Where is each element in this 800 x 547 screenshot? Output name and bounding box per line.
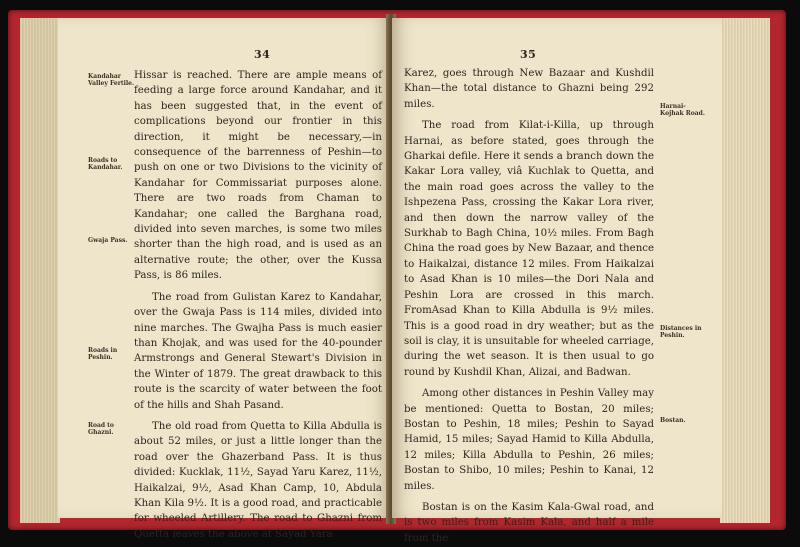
- margin-note: Harnai-Kojhak Road.: [660, 103, 705, 117]
- page-edges-left: [20, 18, 60, 523]
- margin-note: Distances in Peshin.: [660, 325, 702, 339]
- page-edges-right: [720, 18, 770, 523]
- margin-note: Road to Ghazni.: [88, 422, 114, 436]
- paragraph: Karez, goes through New Bazaar and Kushdil Khan—the total distance to Ghazni being 292 miles.: [404, 68, 654, 110]
- paragraph: The old road from Quetta to Killa Abdulla is about 52 miles, or just a little longer than the road over the Ghazerband Pass. It is thus divided: Kucklak, 11½, Sayad Yaru Karez, 11½, Haikalzai, 9½, Asad Khan Camp, 10, Abdula Khan Kila 9½. It is a good road, and practicable for wheeled Artillery. The road to Ghazni from Quetta leaves the above at Sayad Yara: [134, 420, 382, 540]
- body-text: [404, 66, 654, 546]
- page-number: 34: [254, 48, 271, 61]
- paragraph: Hissar is reached. There are ample means of feeding a large force around Kandahar, and it has been suggested that, in the event of complications beyond our frontier in this direction, it might be necessary,—in consequence of the barrenness of Peshin—to push on one or two Divisions to the vicinity of Kandahar for Commissariat purposes alone. There are two roads from Chaman to Kandahar; one called the Barghana road, divided into seven marches, is some two miles shorter than the high road, and is used as an alternative route; the other, over the Kussa Pass, is 86 miles.: [134, 70, 382, 282]
- paragraph: Among other distances in Peshin Valley may be mentioned: Quetta to Bostan, 20 miles; Bostan to Peshin, 18 miles; Peshin to Sayad Hamid, 15 miles; Sayad Hamid to Killa Abdulla, 12 miles; Killa Abdulla to Peshin, 26 miles; Bostan to Shibo, 10 miles; Peshin to Kanai, 12 miles.: [404, 388, 654, 492]
- paragraph: The road from Kilat-i-Killa, up through Harnai, as before stated, goes through the Gharkai defile. Here it sends a branch down the Kakar Lora valley, viâ Kuchlak to Quetta, and the main road goes across the valley to the Ishpezena Pass, crossing the Kakar Lora river, and then down the narrow valley of the Surkhab to Bagh China, 10½ miles. From Bagh China the road goes by New Bazaar, and thence to Haikalzai, distance 12 miles. From Haikalzai to Asad Khan is 10 miles—the Dori Nala and Peshin Lora are crossed in this march. FromAsad Khan to Killa Abdulla is 9½ miles. This is a good road in dry weather; but as the soil is clay, it is unsuitable for wheeled carriage, during the wet season. It is then usual to go round by Kushdil Khan, Alizai, and Badwan.: [404, 120, 654, 378]
- margin-note: Roads to Kandahar.: [88, 157, 123, 171]
- left-page: [58, 18, 390, 540]
- paragraph: The road from Gulistan Karez to Kandahar, over the Gwaja Pass is 114 miles, divided into nine marches. The Gwajha Pass is much easier than Khojak, and was used for the 40-pounder Armstrongs and General Stewart's Division in the Winter of 1879. The great drawback to this route is the scarcity of water between the foot of the hills and Shah Pasand.: [134, 291, 382, 411]
- page-number: 35: [520, 48, 537, 61]
- margin-note: Gwaja Pass.: [88, 237, 128, 244]
- margin-note: Bostan.: [660, 417, 686, 424]
- right-page: [392, 18, 722, 544]
- paragraph: Bostan is on the Kasim Kala-Gwal road, and is two miles from Kasim Kala, and half a mile from the: [404, 501, 654, 544]
- margin-note: Roads in Peshin.: [88, 347, 118, 361]
- margin-note: Kandahar Valley Fertile.: [88, 73, 135, 87]
- body-text: [134, 68, 382, 542]
